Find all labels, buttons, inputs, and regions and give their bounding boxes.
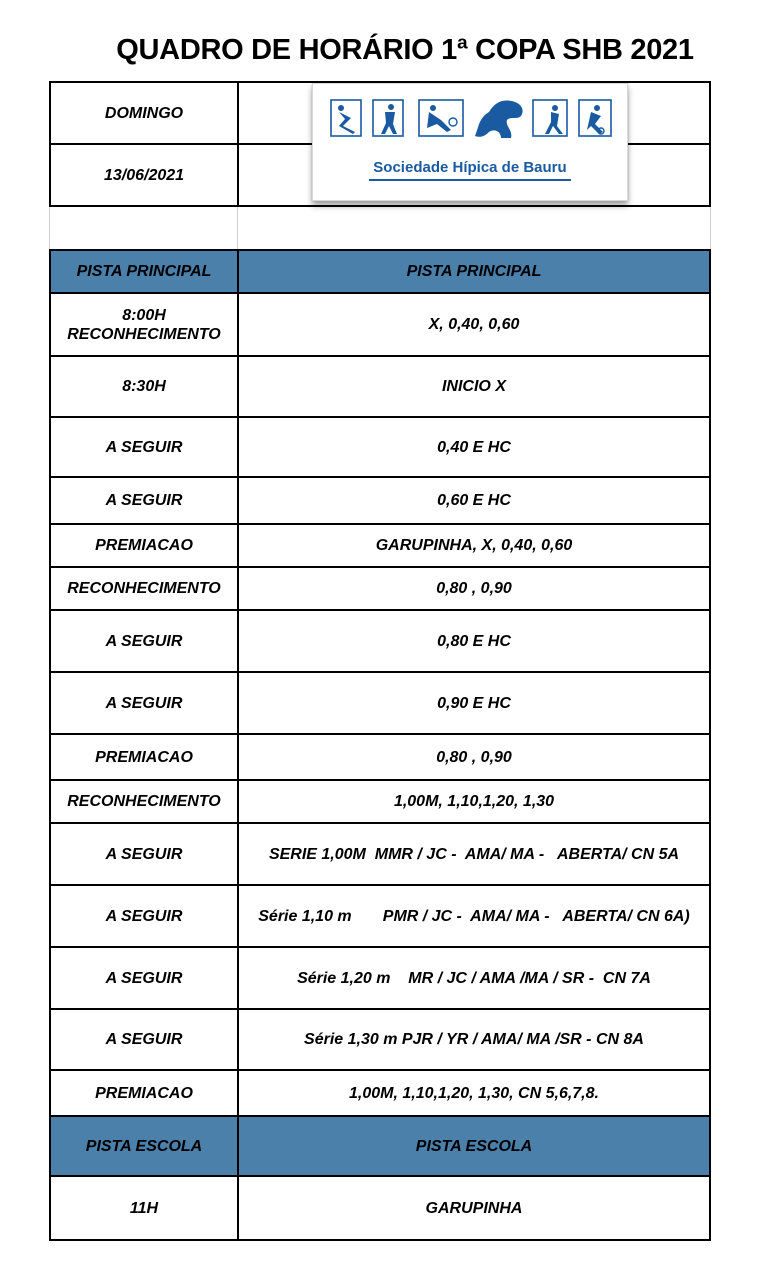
time-cell: A SEGUIR <box>51 673 239 733</box>
event-cell: 0,80 , 0,90 <box>436 748 512 766</box>
event-cell: INICIO X <box>441 378 506 395</box>
table-row <box>49 673 711 735</box>
event-cell: 0,80 E HC <box>437 632 511 650</box>
section-header-right: PISTA ESCOLA <box>415 1137 533 1155</box>
time-cell: 8:00H RECONHECIMENTO <box>51 294 239 355</box>
table-row <box>49 948 711 1010</box>
page-title: QUADRO DE HORÁRIO 1ª COPA SHB 2021 <box>116 34 694 66</box>
table-row <box>49 478 711 525</box>
section-header-left: PISTA ESCOLA <box>51 1117 239 1175</box>
horse-rider-icon <box>475 100 523 138</box>
time-cell: A SEGUIR <box>51 886 239 946</box>
event-cell: Série 1,10 m PMR / JC - AMA/ MA - ABERTA/ CN 6A) <box>258 907 690 925</box>
section-header-main <box>49 249 711 294</box>
event-cell: SERIE 1,00M MMR / JC - AMA/ MA - ABERTA/ CN 5A <box>268 845 680 863</box>
table-row <box>49 1071 711 1117</box>
table-row <box>49 568 711 611</box>
time-cell: A SEGUIR <box>51 824 239 884</box>
day-cell: DOMINGO <box>51 83 239 143</box>
table-row <box>49 357 711 418</box>
event-cell: Série 1,30 m PJR / YR / AMA/ MA /SR - CN 8A <box>304 1031 644 1048</box>
table-row <box>49 735 711 781</box>
table-row <box>49 781 711 824</box>
table-row <box>49 886 711 948</box>
time-cell: PREMIACAO <box>51 525 239 566</box>
time-cell: A SEGUIR <box>51 418 239 476</box>
time-cell: RECONHECIMENTO <box>51 568 239 609</box>
time-cell: PREMIACAO <box>51 1071 239 1115</box>
table-row <box>49 418 711 478</box>
sports-icons <box>329 96 613 140</box>
time-cell: 11H <box>51 1177 239 1239</box>
section-header-school <box>49 1117 711 1177</box>
club-logo <box>312 83 628 201</box>
date-cell: 13/06/2021 <box>51 145 239 205</box>
event-cell: 1,00M, 1,10,1,20, 1,30, CN 5,6,7,8. <box>349 1084 599 1102</box>
time-cell: A SEGUIR <box>51 478 239 523</box>
logo-underline <box>369 179 571 181</box>
section-header-right: PISTA PRINCIPAL <box>406 263 542 280</box>
table-row <box>49 611 711 673</box>
table-row <box>49 525 711 568</box>
blank-cell-right <box>238 207 710 249</box>
event-cell: GARUPINHA, X, 0,40, 0,60 <box>375 537 573 554</box>
time-cell: A SEGUIR <box>51 948 239 1008</box>
time-cell: RECONHECIMENTO <box>51 781 239 822</box>
event-cell: 0,80 , 0,90 <box>436 580 512 597</box>
table-row <box>49 294 711 357</box>
event-cell: 0,60 E HC <box>437 492 511 509</box>
table-row <box>49 1177 711 1241</box>
tennis-player-icon <box>419 100 463 136</box>
event-cell: 0,90 E HC <box>437 694 511 712</box>
time-cell: 8:30H <box>51 357 239 416</box>
blank-row <box>49 207 711 249</box>
event-cell: 1,00M, 1,10,1,20, 1,30 <box>393 793 555 810</box>
event-cell: GARUPINHA <box>425 1199 523 1217</box>
blank-cell-left <box>50 207 238 249</box>
time-cell: A SEGUIR <box>51 1010 239 1069</box>
table-row <box>49 1010 711 1071</box>
event-cell: X, 0,40, 0,60 <box>428 316 520 333</box>
section-header-left: PISTA PRINCIPAL <box>51 251 239 292</box>
event-cell: 0,40 E HC <box>437 438 511 456</box>
logo-text: Sociedade Hípica de Bauru <box>373 159 567 176</box>
time-cell: PREMIACAO <box>51 735 239 779</box>
event-cell: Série 1,20 m MR / JC / AMA /MA / SR - CN 7A <box>297 969 651 987</box>
time-cell: A SEGUIR <box>51 611 239 671</box>
table-row <box>49 824 711 886</box>
